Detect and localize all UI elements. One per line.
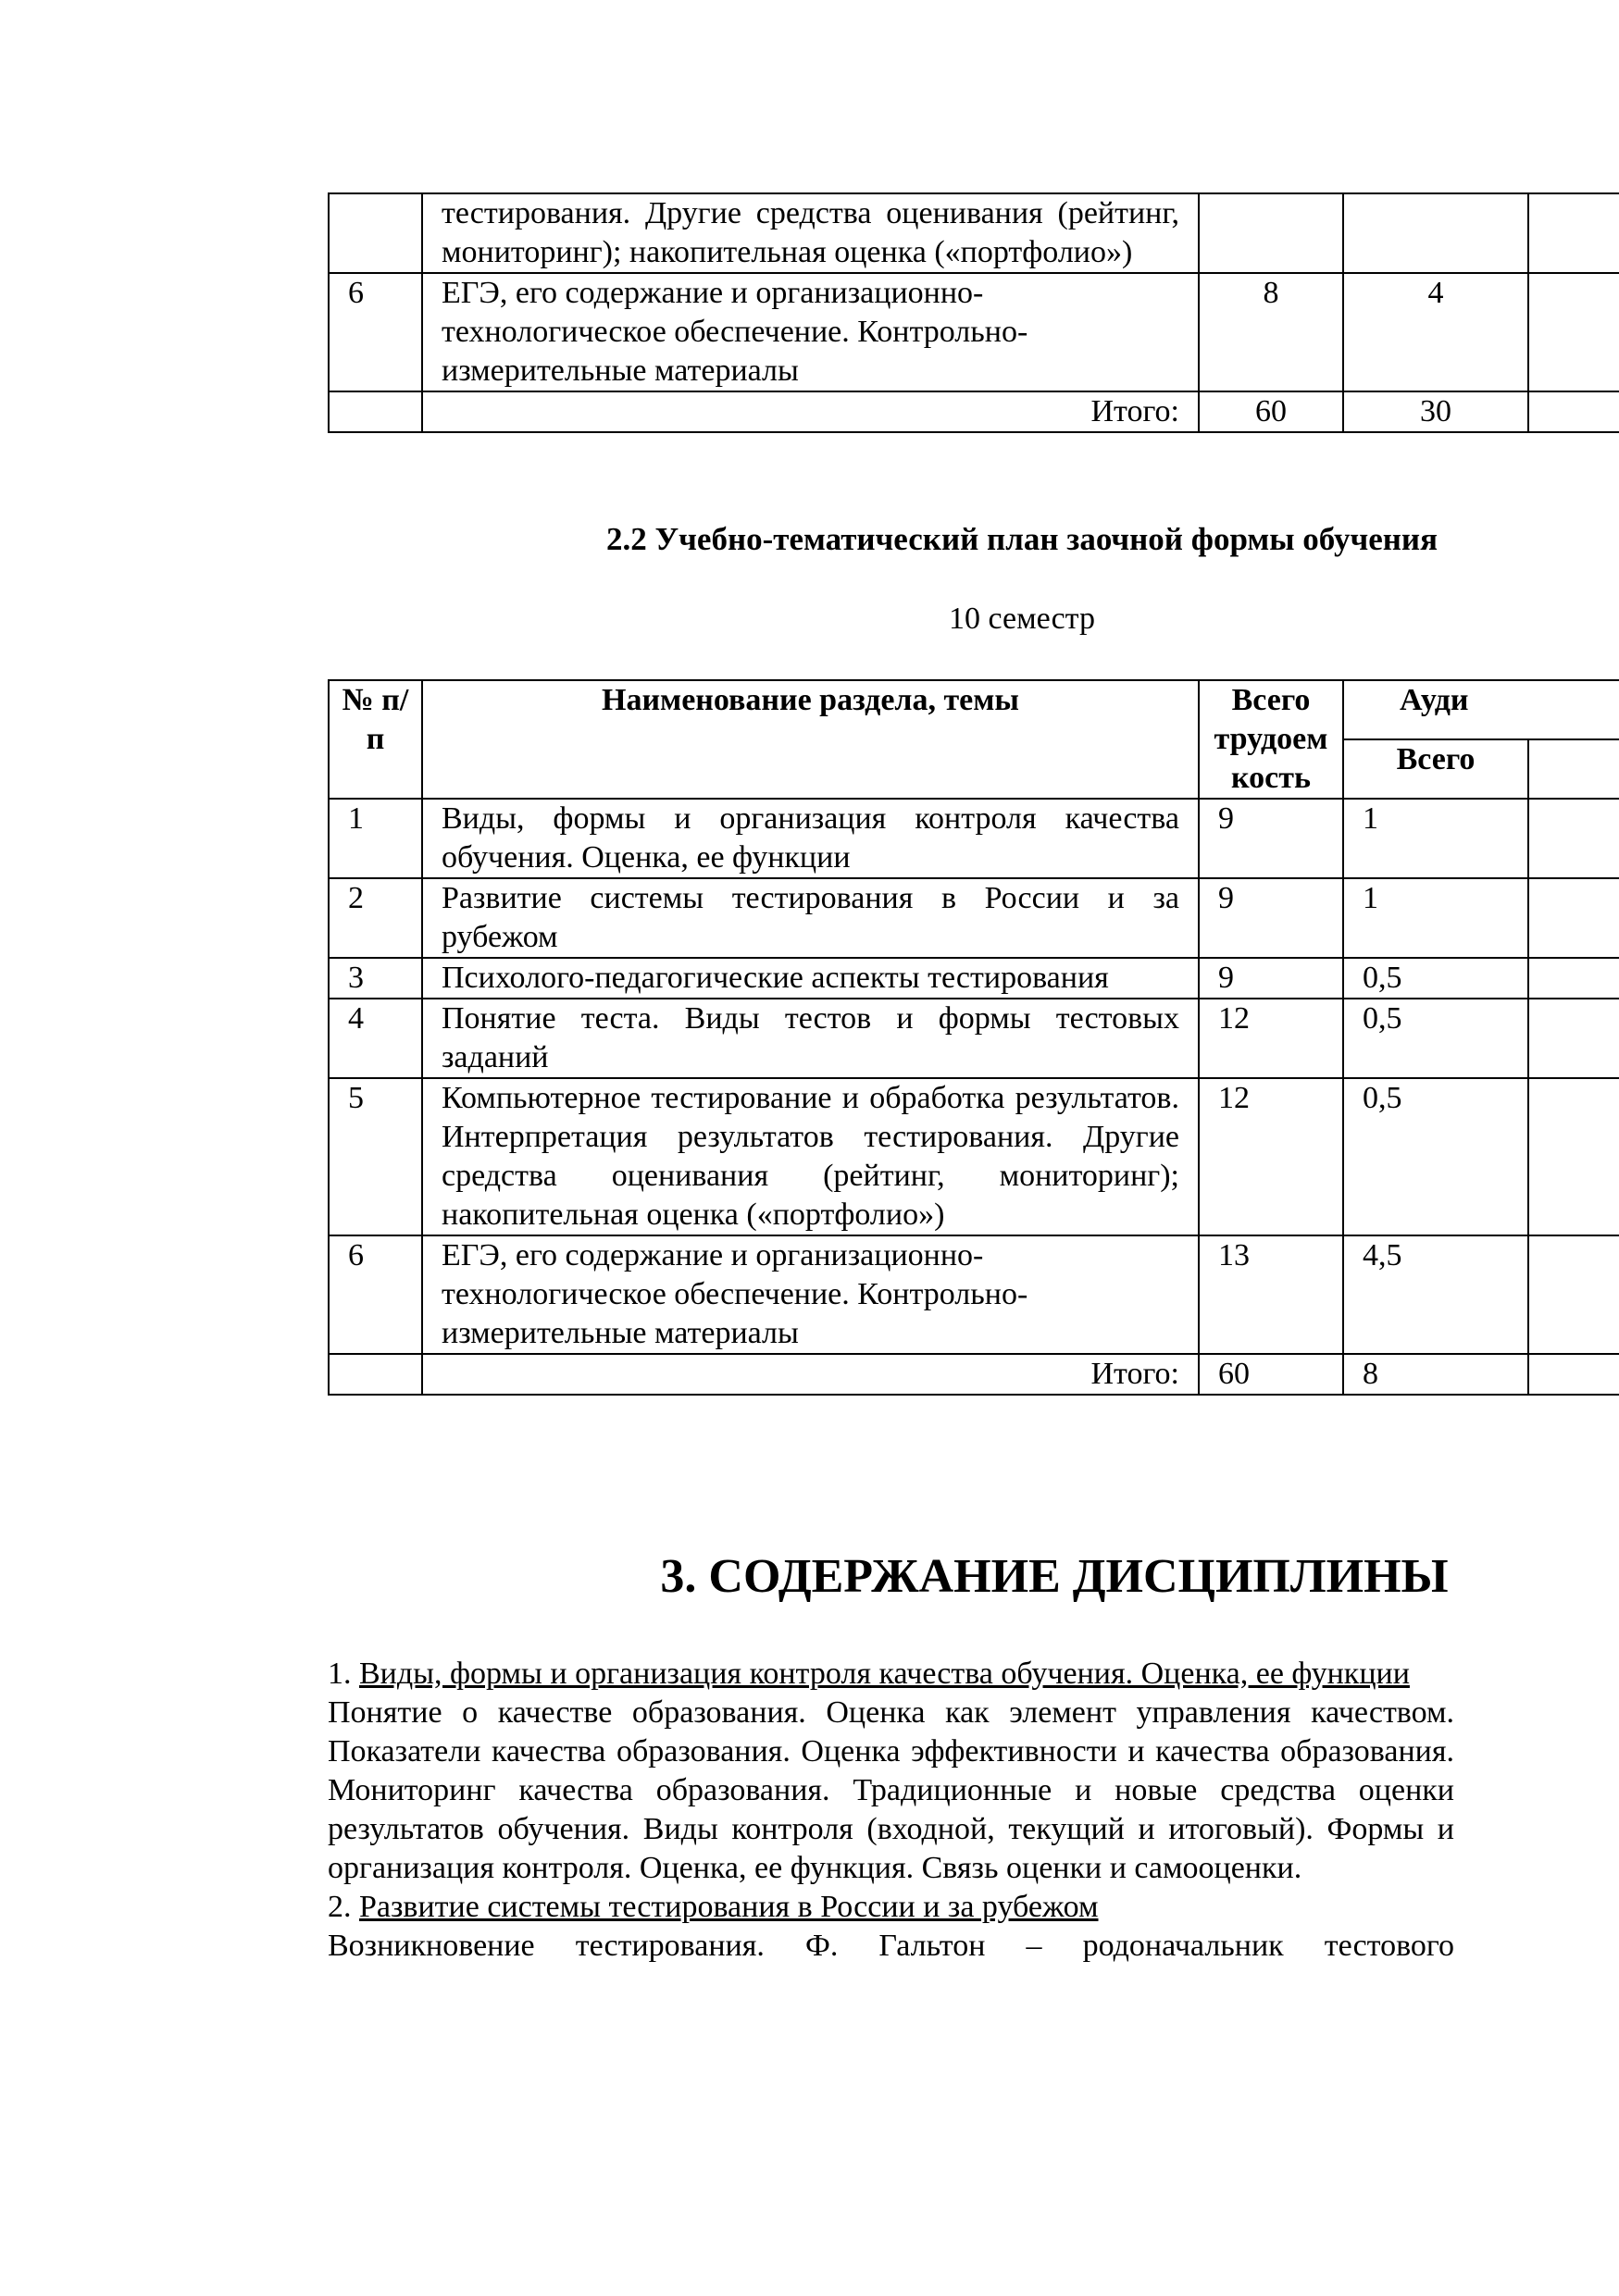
- row-total: 13: [1199, 1235, 1343, 1354]
- row-aud: 0,5: [1343, 999, 1528, 1078]
- chapter-title: 3. СОДЕРЖАНИЕ ДИСЦИПЛИНЫ: [660, 1550, 1449, 1603]
- topic-heading: [328, 1655, 1454, 1694]
- itogo-aud: 30: [1343, 391, 1528, 432]
- table-row-itogo: [329, 1354, 1619, 1395]
- row-aud: 1: [1343, 799, 1528, 878]
- section-title: 2.2 Учебно-тематический план заочной формы обучения: [605, 521, 1438, 557]
- table-row: [329, 799, 1619, 878]
- row-num: 6: [329, 1235, 422, 1354]
- study-plan-table: [328, 679, 1619, 1396]
- row-aud: 0,5: [1343, 1078, 1528, 1235]
- row-aud: [1343, 193, 1528, 273]
- row-aud: 4,5: [1343, 1235, 1528, 1354]
- row-total: 9: [1199, 958, 1343, 999]
- discipline-content: [328, 1655, 1454, 1966]
- row-total: [1199, 193, 1343, 273]
- row-aud: 4: [1343, 273, 1528, 391]
- topic-title: Развитие системы тестирования в России и за рубежом: [359, 1890, 1099, 1924]
- row-total: 9: [1199, 799, 1343, 878]
- row-num: 5: [329, 1078, 422, 1235]
- row-total: 12: [1199, 1078, 1343, 1235]
- row-num: 3: [329, 958, 422, 999]
- header-aud-total: Всего: [1343, 739, 1528, 799]
- table-row: [329, 273, 1619, 391]
- topic-heading: [328, 1888, 1454, 1927]
- table-row: [329, 1235, 1619, 1354]
- table-header-row: [329, 680, 1619, 739]
- row-name: ЕГЭ, его содержание и организационно-технологическое обеспечение. Контрольно-измерительные материалы: [422, 273, 1199, 391]
- itogo-label: Итого:: [422, 1354, 1199, 1395]
- row-name: Психолого-педагогические аспекты тестирования: [422, 958, 1199, 999]
- row-num: 1: [329, 799, 422, 878]
- row-name: ЕГЭ, его содержание и организационно-технологическое обеспечение. Контрольно-измерительные материалы: [422, 1235, 1199, 1354]
- semester-label: 10 семестр: [949, 602, 1095, 636]
- topic-text: Возникновение тестирования. Ф. Гальтон – родоначальник тестового: [328, 1929, 1454, 1963]
- topic-title: Виды, формы и организация контроля качества обучения. Оценка, ее функции: [359, 1657, 1410, 1691]
- topic-text: Понятие о качестве образования. Оценка как элемент управления качеством. Показатели качества образования. Оценка эффективности и качества образования. Мониторинг качества образования. Традиционные и новые средства оценки результатов обучения. Виды контроля (входной, текущий и итоговый). Формы и организация контроля. Оценка, ее функция. Связь оценки и самооценки.: [328, 1695, 1454, 1885]
- table-row: [329, 999, 1619, 1078]
- row-name: Компьютерное тестирование и обработка результатов. Интерпретация результатов тестирования. Другие средства оценивания (рейтинг, мониторинг); накопительная оценка («портфолио»): [422, 1078, 1199, 1235]
- header-aud-group: Ауди: [1343, 680, 1619, 739]
- table-row: [329, 1078, 1619, 1235]
- table-row: [329, 878, 1619, 958]
- table-row: [329, 958, 1619, 999]
- row-name: Понятие теста. Виды тестов и формы тестовых заданий: [422, 999, 1199, 1078]
- row-name: Развитие системы тестирования в России и за рубежом: [422, 878, 1199, 958]
- itogo-aud: 8: [1343, 1354, 1528, 1395]
- table-continuation: [328, 192, 1619, 433]
- header-total: Всего трудоем кость: [1199, 680, 1343, 799]
- row-total: 8: [1199, 273, 1343, 391]
- table-row: [329, 193, 1619, 273]
- itogo-label: Итого:: [422, 391, 1199, 432]
- row-total: 9: [1199, 878, 1343, 958]
- header-num: № п/п: [329, 680, 422, 799]
- header-name: Наименование раздела, темы: [422, 680, 1199, 799]
- row-name: Виды, формы и организация контроля качества обучения. Оценка, ее функции: [422, 799, 1199, 878]
- row-num: [329, 193, 422, 273]
- row-aud: 1: [1343, 878, 1528, 958]
- row-num: 2: [329, 878, 422, 958]
- row-num: 6: [329, 273, 422, 391]
- row-total: 12: [1199, 999, 1343, 1078]
- row-name: тестирования. Другие средства оценивания (рейтинг, мониторинг); накопительная оценка («портфолио»): [422, 193, 1199, 273]
- table-row-itogo: [329, 391, 1619, 432]
- row-num: 4: [329, 999, 422, 1078]
- row-aud: 0,5: [1343, 958, 1528, 999]
- itogo-total: 60: [1199, 1354, 1343, 1395]
- topic-number: 1.: [328, 1657, 352, 1691]
- itogo-total: 60: [1199, 391, 1343, 432]
- topic-number: 2.: [328, 1890, 352, 1924]
